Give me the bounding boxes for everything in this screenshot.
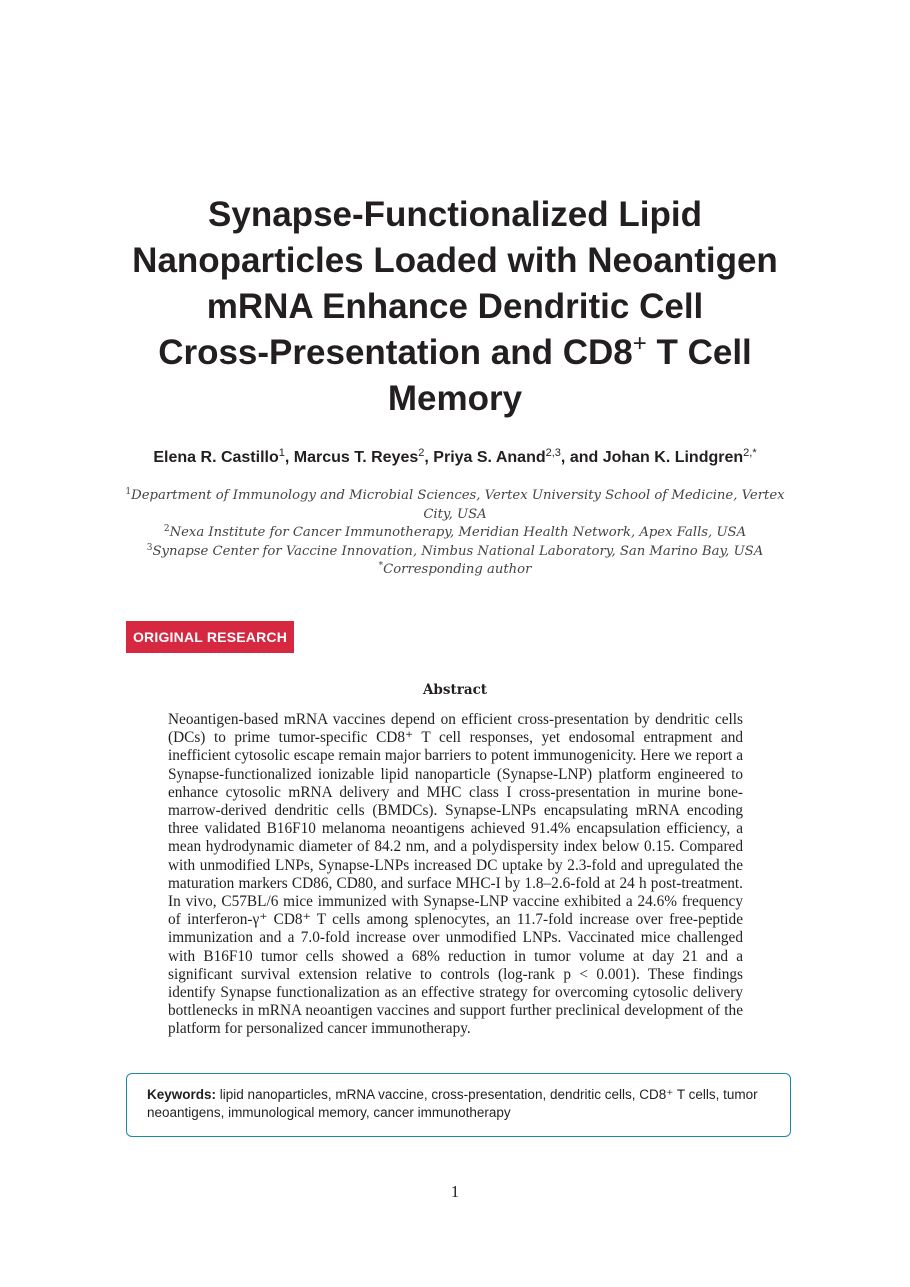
affiliation: [110, 561, 800, 580]
article-type-badge: ORIGINAL RESEARCH: [126, 621, 294, 653]
author-affiliation-mark: 1: [278, 447, 285, 459]
affiliation-mark: *: [378, 561, 384, 571]
keywords-label: Keywords:: [147, 1087, 217, 1102]
affiliation-mark: 2: [163, 524, 170, 534]
affiliation: [110, 487, 800, 524]
title-superscript: +: [632, 330, 647, 357]
author-affiliation-mark: 2,*: [743, 447, 757, 459]
affiliation-list: [110, 487, 800, 580]
keywords-text: lipid nanoparticles, mRNA vaccine, cross-presentation, dendritic cells, CD8⁺ T cells, tumor neoantigens, immunological memory, cancer immunotherapy: [147, 1087, 758, 1120]
title-line: Synapse-Functionalized Lipid: [208, 195, 702, 234]
author-separator: ,: [424, 449, 434, 466]
title-line: Nanoparticles Loaded with Neoantigen: [132, 241, 778, 280]
affiliation-text: Department of Immunology and Microbial Sciences, Vertex University School of Medicine, Vertex City, USA: [131, 488, 785, 522]
abstract-heading: Abstract: [422, 682, 488, 698]
author-affiliation-mark: 2: [418, 447, 425, 459]
affiliation-text: Corresponding author: [383, 562, 532, 577]
abstract-text: Neoantigen-based mRNA vaccines depend on efficient cross-presentation by dendritic cells (DCs) to prime tumor-specific CD8⁺ T cell responses, yet endosomal entrapment and inefficient cytosolic escape remain major barriers to potent immunogenicity. Here we report a Synapse-functionalized ionizable lipid nanoparticle (Synapse-LNP) platform engineered to enhance cytosolic mRNA delivery and MHC class I cross-presentation in murine bone-marrow-derived dendritic cells (BMDCs). Synapse-LNPs encapsulating mRNA encoding three validated B16F10 melanoma neoantigens achieved 91.4% encapsulation efficiency, a mean hydrodynamic diameter of 84.2 nm, and a polydispersity index below 0.15. Compared with unmodified LNPs, Synapse-LNPs increased DC uptake by 2.3-fold and upregulated the maturation markers CD86, CD80, and surface MHC-I by 1.8–2.6-fold at 24 h post-treatment. In vivo, C57BL/6 mice immunized with Synapse-LNP vaccine exhibited a 24.6% frequency of interferon-γ⁺ CD8⁺ T cells among splenocytes, an 11.7-fold increase over free-peptide immunization and a 7.0-fold increase over unmodified LNPs. Vaccinated mice challenged with B16F10 tumor cells showed a 68% reduction in tumor volume at day 21 and a significant survival extension relative to controls (log-rank p < 0.001). These findings identify Synapse functionalization as an effective strategy for overcoming cytosolic delivery bottlenecks in mRNA neoantigen vaccines and support further preclinical development of the platform for personalized cancer immunotherapy.: [168, 711, 743, 1038]
title-text: T Cell: [646, 333, 752, 372]
affiliation: [110, 524, 800, 543]
keywords-box: [126, 1073, 791, 1137]
author-name: Johan K. Lindgren: [602, 449, 744, 466]
title-line: [100, 330, 810, 376]
author-separator: , and: [560, 449, 603, 466]
author-separator: ,: [284, 449, 294, 466]
author-list: [60, 449, 850, 467]
author-name: Elena R. Castillo: [153, 449, 279, 466]
title-text: Cross-Presentation and CD8: [158, 333, 633, 372]
affiliation-text: Synapse Center for Vaccine Innovation, Nimbus National Laboratory, San Marino Bay, USA: [152, 543, 764, 559]
title-line: mRNA Enhance Dendritic Cell: [206, 287, 704, 326]
author-name: Marcus T. Reyes: [293, 449, 419, 466]
affiliation-text: Nexa Institute for Cancer Immunotherapy, Meridian Health Network, Apex Falls, USA: [169, 525, 747, 540]
author-name: Priya S. Anand: [433, 449, 546, 466]
title-line: Memory: [387, 379, 523, 418]
affiliation-mark: 3: [146, 542, 153, 553]
paper-title: [100, 192, 810, 422]
author-affiliation-mark: 2,3: [545, 447, 561, 459]
page-number: 1: [450, 1182, 460, 1201]
affiliation: [110, 543, 800, 562]
affiliation-mark: 1: [125, 487, 132, 497]
